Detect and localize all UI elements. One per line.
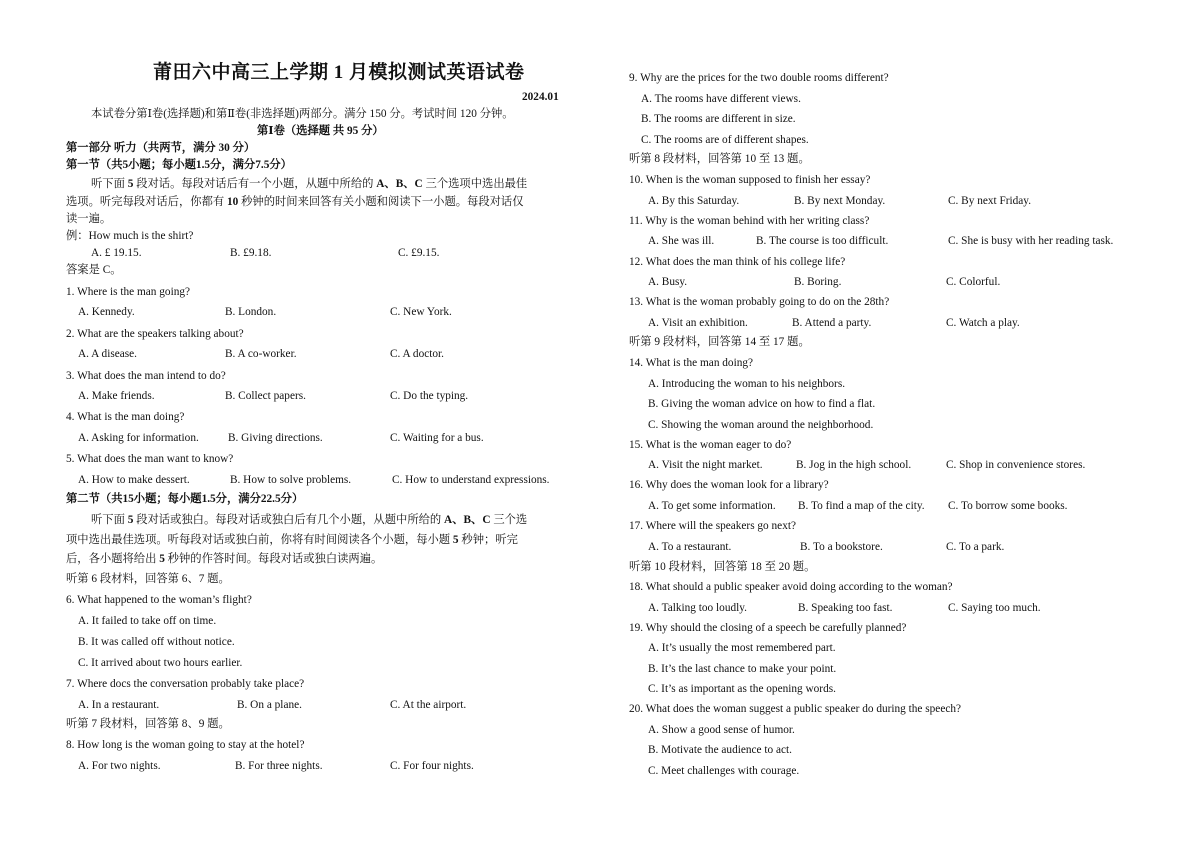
q7-option-a: A. In a restaurant. (78, 699, 160, 711)
question-9: 9. Why are the prices for the two double rooms different? (629, 72, 889, 84)
material-note-8: 听第 8 段材料，回答第 10 至 13 题。 (629, 153, 810, 165)
q19-option-c: C. It’s as important as the opening words. (648, 683, 836, 695)
q6-option-a: A. It failed to take off on time. (78, 615, 217, 627)
q11-option-b: B. The course is too difficult. (756, 235, 889, 247)
volume-heading: 第Ⅰ卷（选择题 共 95 分） (257, 125, 384, 137)
question-6: 6. What happened to the woman’s flight? (66, 594, 252, 606)
q7-option-b: B. On a plane. (237, 699, 302, 711)
instr-number: 10 (226, 196, 239, 208)
q9-option-c: C. The rooms are of different shapes. (641, 134, 809, 146)
q14-option-a: A. Introducing the woman to his neighbors. (648, 378, 846, 390)
q11-option-a: A. She was ill. (648, 235, 715, 247)
q5-option-a: A. How to make dessert. (78, 474, 190, 486)
q14-option-b: B. Giving the woman advice on how to find a flat. (648, 398, 876, 410)
q13-option-b: B. Attend a party. (792, 317, 872, 329)
q4-option-a: A. Asking for information. (78, 432, 199, 444)
q7-option-c: C. At the airport. (390, 699, 467, 711)
example-option-c: C. £9.15. (398, 247, 440, 259)
q4-option-c: C. Waiting for a bus. (390, 432, 484, 444)
example-option-a: A. £ 19.15. (91, 247, 142, 259)
instr-text: 秒钟；听完 (458, 534, 518, 546)
question-7: 7. Where docs the conversation probably take place? (66, 678, 305, 690)
instr-text: 段对话。每段对话后有一个小题，从题中所给的 (133, 178, 377, 190)
instr-number: 5 (159, 553, 165, 565)
question-17: 17. Where will the speakers go next? (629, 520, 796, 532)
section1-heading: 第一节（共5小题；每小题1.5分，满分7.5分） (66, 159, 292, 171)
question-4: 4. What is the man doing? (66, 411, 185, 423)
q10-option-a: A. By this Saturday. (648, 195, 740, 207)
q12-option-b: B. Boring. (794, 276, 842, 288)
section2-instruction-line3 (66, 552, 382, 566)
q18-option-b: B. Speaking too fast. (798, 602, 893, 614)
q15-option-a: A. Visit the night market. (648, 459, 763, 471)
q9-option-a: A. The rooms have different views. (641, 93, 801, 105)
q20-option-b: B. Motivate the audience to act. (648, 744, 792, 756)
question-5: 5. What does the man want to know? (66, 453, 234, 465)
q15-option-b: B. Jog in the high school. (796, 459, 912, 471)
q17-option-a: A. To a restaurant. (648, 541, 732, 553)
q15-option-c: C. Shop in convenience stores. (946, 459, 1086, 471)
instr-number: 5 (127, 514, 134, 526)
instr-number: 5 (452, 534, 459, 546)
question-18: 18. What should a public speaker avoid doing according to the woman? (629, 581, 953, 593)
section1-instruction-line2 (66, 195, 524, 209)
material-note-7: 听第 7 段材料，回答第 8、9 题。 (66, 718, 230, 730)
q1-option-c: C. New York. (390, 306, 452, 318)
question-15: 15. What is the woman eager to do? (629, 439, 792, 451)
q3-option-b: B. Collect papers. (225, 390, 306, 402)
q11-option-c: C. She is busy with her reading task. (948, 235, 1114, 247)
part-heading: 第一部分 听力（共两节，满分 30 分） (66, 142, 256, 154)
q16-option-c: C. To borrow some books. (948, 500, 1068, 512)
exam-date: 2024.01 (522, 91, 559, 103)
q1-option-b: B. London. (225, 306, 277, 318)
q3-option-a: A. Make friends. (78, 390, 155, 402)
material-note-10: 听第 10 段材料，回答第 18 至 20 题。 (629, 561, 816, 573)
q16-option-b: B. To find a map of the city. (798, 500, 925, 512)
instr-text: 三个选项中选出最佳 (422, 178, 528, 190)
page-title: 莆田六中高三上学期 1 月模拟测试英语试卷 (153, 62, 525, 83)
q5-option-b: B. How to solve problems. (230, 474, 352, 486)
question-10: 10. When is the woman supposed to finish her essay? (629, 174, 871, 186)
exam-intro: 本试卷分第Ⅰ卷(选择题)和第Ⅱ卷(非选择题)两部分。满分 150 分。考试时间 120 分钟。 (91, 108, 514, 120)
section2-instruction-line2 (66, 533, 518, 547)
example-option-b: B. £9.18. (230, 247, 272, 259)
q12-option-c: C. Colorful. (946, 276, 1001, 288)
q2-option-b: B. A co-worker. (225, 348, 297, 360)
q8-option-a: A. For two nights. (78, 760, 161, 772)
instr-text: 后，各小题将给出 (66, 553, 160, 565)
q20-option-a: A. Show a good sense of humor. (648, 724, 795, 736)
q19-option-b: B. It’s the last chance to make your point. (648, 663, 837, 675)
question-16: 16. Why does the woman look for a library? (629, 479, 829, 491)
q18-option-c: C. Saying too much. (948, 602, 1041, 614)
question-2: 2. What are the speakers talking about? (66, 328, 244, 340)
section1-instruction-line1 (91, 177, 527, 191)
question-19: 19. Why should the closing of a speech be carefully planned? (629, 622, 907, 634)
instr-text: 三个选 (490, 514, 528, 526)
q8-option-b: B. For three nights. (235, 760, 323, 772)
instr-abc: A、B、C (376, 178, 423, 190)
instr-text: 秒钟的时间来回答有关小题和阅读下一小题。每段对话仅 (238, 196, 524, 208)
instr-text: 听下面 (91, 178, 128, 190)
q18-option-a: A. Talking too loudly. (648, 602, 747, 614)
instr-text: 项中选出最佳选项。听每段对话或独白前，你将有时间阅读各个小题，每小题 (66, 534, 453, 546)
instr-text: 选项。听完每段对话后，你都有 (66, 196, 227, 208)
instr-number: 5 (127, 178, 134, 190)
q10-option-b: B. By next Monday. (794, 195, 886, 207)
q12-option-a: A. Busy. (648, 276, 688, 288)
q6-option-c: C. It arrived about two hours earlier. (78, 657, 243, 669)
question-11: 11. Why is the woman behind with her writing class? (629, 215, 870, 227)
q2-option-a: A. A disease. (78, 348, 137, 360)
instr-abc: A、B、C (444, 514, 491, 526)
question-12: 12. What does the man think of his college life? (629, 256, 846, 268)
instr-text: 段对话或独白。每段对话或独白后有几个小题，从题中所给的 (133, 514, 445, 526)
q20-option-c: C. Meet challenges with courage. (648, 765, 800, 777)
q14-option-c: C. Showing the woman around the neighborhood. (648, 419, 874, 431)
question-1: 1. Where is the man going? (66, 286, 191, 298)
instr-text: 听下面 (91, 514, 128, 526)
q9-option-b: B. The rooms are different in size. (641, 113, 796, 125)
material-note-9: 听第 9 段材料，回答第 14 至 17 题。 (629, 336, 810, 348)
q8-option-c: C. For four nights. (390, 760, 474, 772)
q16-option-a: A. To get some information. (648, 500, 776, 512)
q5-option-c: C. How to understand expressions. (392, 474, 550, 486)
instr-text: 秒钟的作答时间。每段对话或独白读两遍。 (164, 553, 383, 565)
q13-option-a: A. Visit an exhibition. (648, 317, 748, 329)
question-3: 3. What does the man intend to do? (66, 370, 226, 382)
material-note-6: 听第 6 段材料，回答第 6、7 题。 (66, 573, 230, 585)
q1-option-a: A. Kennedy. (78, 306, 135, 318)
example-answer: 答案是 C。 (66, 264, 122, 276)
q3-option-c: C. Do the typing. (390, 390, 469, 402)
q19-option-a: A. It’s usually the most remembered part. (648, 642, 836, 654)
section1-instruction-line3: 读一遍。 (66, 213, 112, 225)
q2-option-c: C. A doctor. (390, 348, 444, 360)
question-13: 13. What is the woman probably going to do on the 28th? (629, 296, 890, 308)
question-8: 8. How long is the woman going to stay at the hotel? (66, 739, 305, 751)
q6-option-b: B. It was called off without notice. (78, 636, 235, 648)
q17-option-b: B. To a bookstore. (800, 541, 883, 553)
q10-option-c: C. By next Friday. (948, 195, 1032, 207)
q13-option-c: C. Watch a play. (946, 317, 1020, 329)
question-14: 14. What is the man doing? (629, 357, 754, 369)
section2-instruction-line1 (91, 513, 527, 527)
q17-option-c: C. To a park. (946, 541, 1005, 553)
q4-option-b: B. Giving directions. (228, 432, 323, 444)
question-20: 20. What does the woman suggest a public speaker do during the speech? (629, 703, 962, 715)
example-question: 例：How much is the shirt? (66, 230, 194, 242)
section2-heading: 第二节（共15小题；每小题1.5分，满分22.5分） (66, 493, 304, 505)
